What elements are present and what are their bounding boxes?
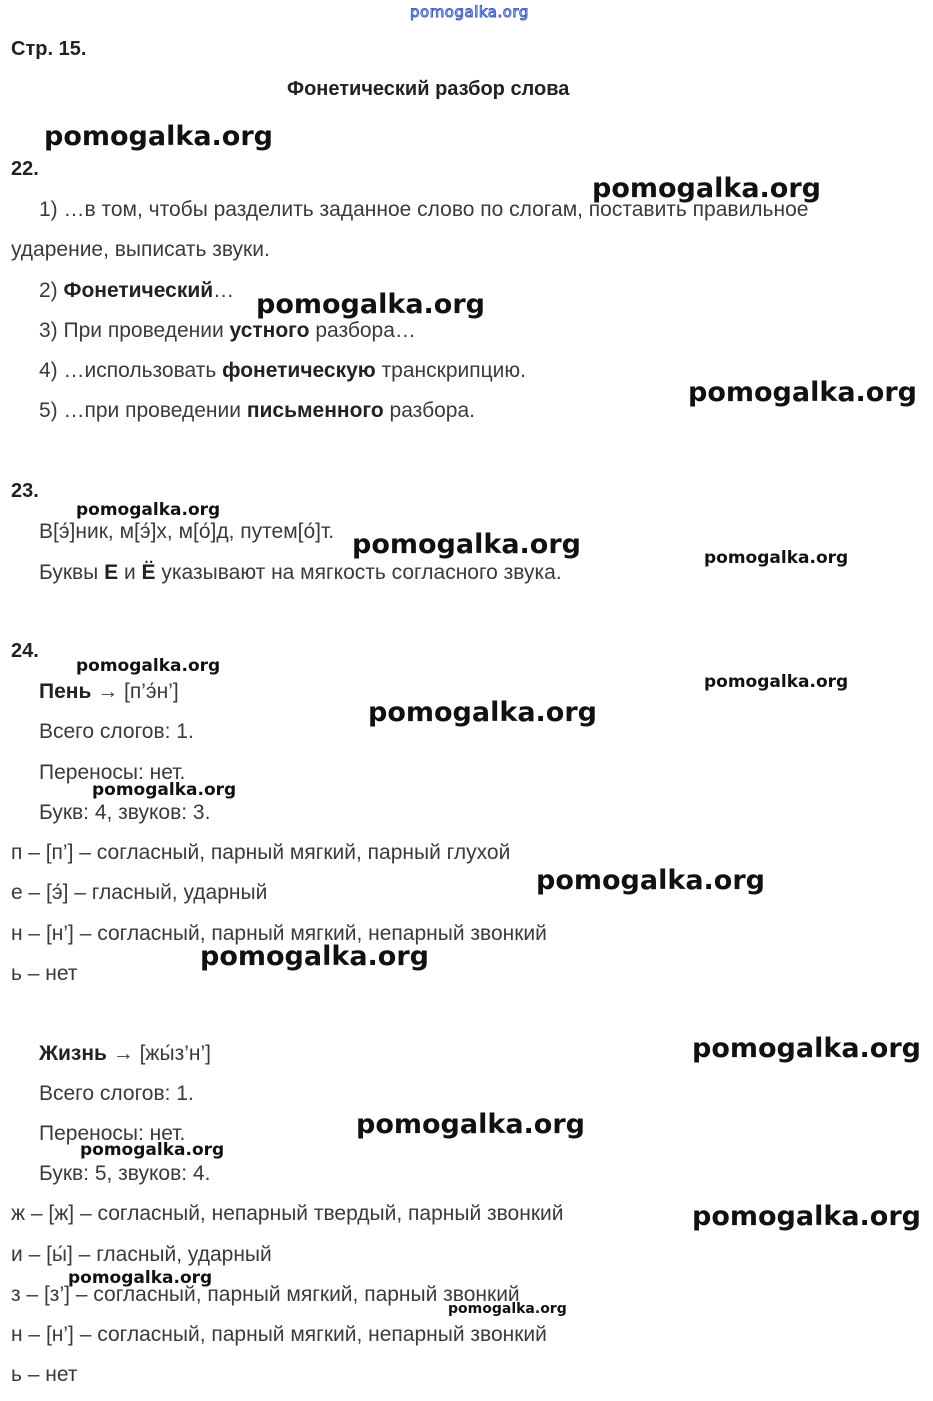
watermark: pomogalka.org (688, 377, 917, 408)
word2-sound-row: з – [з’] – согласный, парный мягкий, парный звонкий (11, 1283, 520, 1306)
watermark: pomogalka.org (80, 1140, 225, 1160)
ex22-line-3: 3) При проведении устного разбора… (39, 319, 416, 342)
watermark: pomogalka.org (692, 1033, 921, 1064)
watermark: pomogalka.org (536, 865, 765, 896)
watermark: pomogalka.org (256, 289, 485, 320)
watermark: pomogalka.org (200, 941, 429, 972)
word2-sound-row: ж – [ж] – согласный, непарный твердый, парный звонкий (11, 1202, 564, 1225)
word2-heading: Жизнь → [жы́з’н’] (39, 1042, 211, 1065)
ex23-line-1: В[э́]ник, м[э́]х, м[о́]д, путем[о́]т. (39, 520, 335, 543)
page-label: Стр. 15. (11, 38, 87, 60)
exercise-24-number: 24. (11, 640, 39, 662)
word1-sound-row: п – [п’] – согласный, парный мягкий, парный глухой (11, 841, 511, 864)
watermark: pomogalka.org (68, 1268, 213, 1288)
watermark: pomogalka.org (704, 548, 849, 568)
watermark: pomogalka.org (76, 656, 221, 676)
word2-sound-row: и – [ы́] – гласный, ударный (11, 1243, 272, 1266)
word2-hyphenation: Переносы: нет. (39, 1122, 186, 1145)
word1-counts: Букв: 4, звуков: 3. (39, 801, 211, 824)
ex23-line-2: Буквы Е и Ё указывают на мягкость согласного звука. (39, 561, 562, 584)
exercise-23-number: 23. (11, 480, 39, 502)
watermark: pomogalka.org (448, 1301, 567, 1317)
watermark: pomogalka.org (352, 529, 581, 560)
word1-syllables: Всего слогов: 1. (39, 720, 194, 743)
word2-sound-row: н – [н’] – согласный, парный мягкий, непарный звонкий (11, 1323, 547, 1346)
word2-syllables: Всего слогов: 1. (39, 1082, 194, 1105)
word1-sound-row: е – [э́] – гласный, ударный (11, 881, 268, 904)
ex22-line-1: 1) …в том, чтобы разделить заданное слово по слогам, поставить правильное (39, 198, 809, 221)
watermark: pomogalka.org (44, 121, 273, 152)
word2-counts: Букв: 5, звуков: 4. (39, 1162, 211, 1185)
watermark: pomogalka.org (92, 780, 237, 800)
watermark: pomogalka.org (356, 1109, 585, 1140)
ex22-line-4: 4) …использовать фонетическую транскрипцию. (39, 359, 526, 382)
watermark: pomogalka.org (692, 1201, 921, 1232)
watermark: pomogalka.org (76, 500, 221, 520)
ex22-line-1-cont: ударение, выписать звуки. (11, 238, 270, 261)
watermark: pomogalka.org (592, 173, 821, 204)
word2-sound-row: ь – нет (11, 1363, 78, 1386)
page-title: Фонетический разбор слова (287, 78, 570, 100)
ex22-line-2: 2) Фонетический… (39, 279, 235, 302)
watermark: pomogalka.org (368, 697, 597, 728)
site-watermark-top: pomogalka.org (410, 3, 529, 21)
watermark: pomogalka.org (704, 672, 849, 692)
exercise-22-number: 22. (11, 158, 39, 180)
word1-heading: Пень → [п’э́н’] (39, 680, 179, 703)
word1-hyphenation: Переносы: нет. (39, 761, 186, 784)
ex22-line-5: 5) …при проведении письменного разбора. (39, 399, 475, 422)
word1-sound-row: ь – нет (11, 962, 78, 985)
word1-sound-row: н – [н’] – согласный, парный мягкий, непарный звонкий (11, 922, 547, 945)
